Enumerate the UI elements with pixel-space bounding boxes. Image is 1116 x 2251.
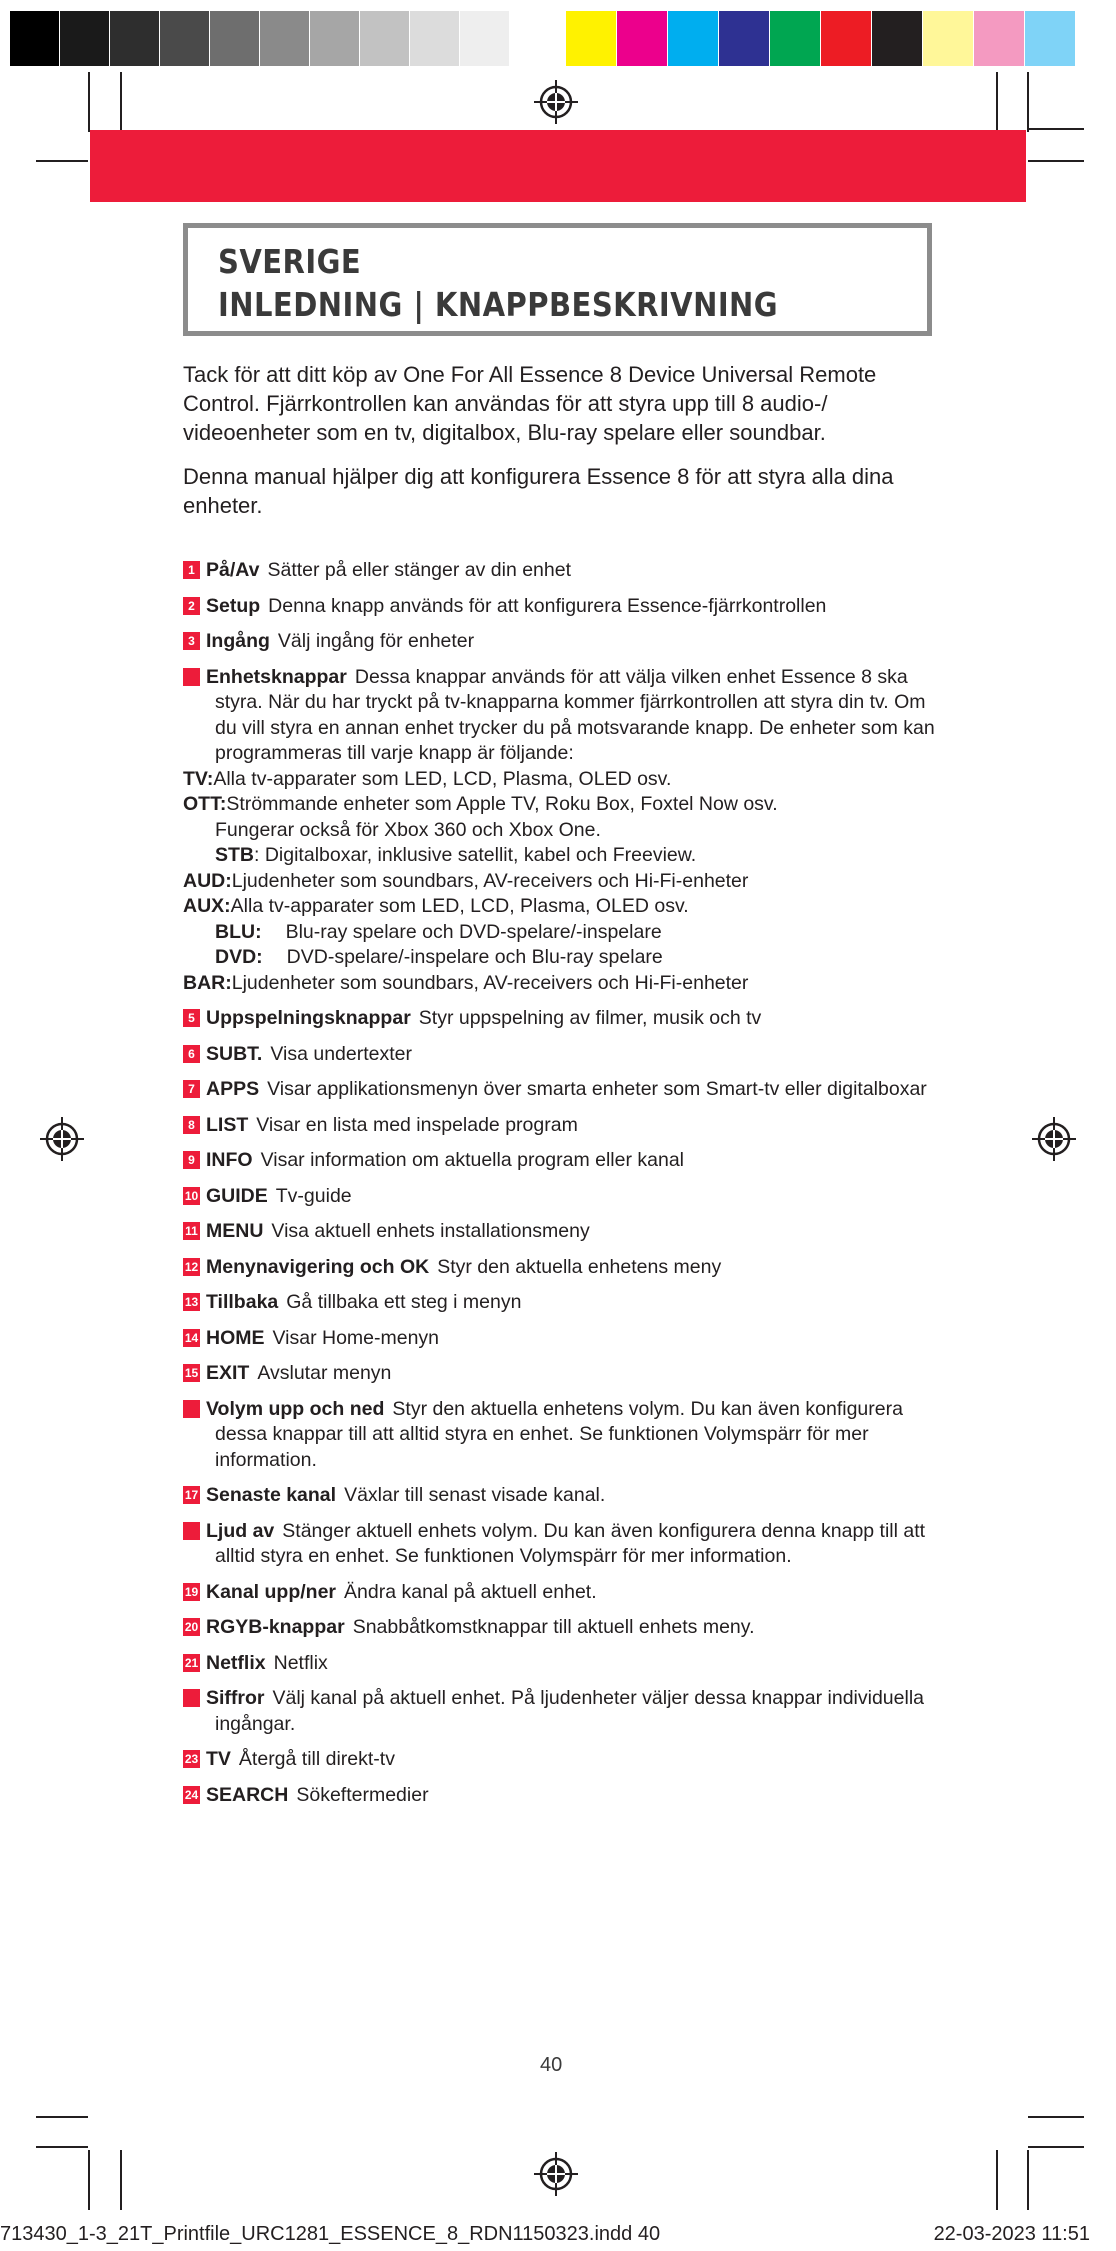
slug-filename: 713430_1-3_21T_Printfile_URC1281_ESSENCE_8_RDN1150323.indd 40 <box>0 2223 661 2245</box>
item-number-badge: 17 <box>184 1488 199 1502</box>
item-description: Dessa knappar används för att välja vilken enhet Essence 8 ska styra. När du har tryckt på tv-knapparna kommer fjärrkontrollen att styra din tv. Om du vill styra en annan enhet trycker du på motsvarande knapp. De enheter som kan programmeras till varje knapp är följande: <box>215 665 935 764</box>
item-description: Netflix <box>273 1651 328 1674</box>
item-term: GUIDE <box>206 1184 268 1207</box>
item-description: Stänger aktuell enhets volym. Du kan även konfigurera denna knapp till att alltid styra en enhet. Se funktionen Volymspärr för mer information. <box>215 1519 926 1567</box>
item-number-badge: 11 <box>183 1222 200 1240</box>
device-line <box>183 767 943 793</box>
color-swatch <box>872 11 923 66</box>
item-description: Styr uppspelning av filmer, musik och tv <box>418 1007 762 1029</box>
list-item <box>183 558 943 584</box>
item-term: Kanal upp/ner <box>206 1580 337 1603</box>
device-line <box>183 869 943 895</box>
item-number-badge: 9 <box>183 1151 200 1169</box>
item-description: Visa aktuell enhets installationsmeny <box>271 1220 590 1242</box>
red-header-band <box>90 130 1026 202</box>
item-number-badge: 18 <box>183 1522 200 1540</box>
color-swatch <box>974 11 1025 66</box>
list-item <box>168 1686 943 1737</box>
item-number-badge: 10 <box>184 1188 199 1203</box>
list-item <box>183 1077 943 1103</box>
item-term: Netflix <box>206 1651 266 1674</box>
item-number-badge: 4 <box>183 668 200 686</box>
device-label: OTT: <box>183 793 227 815</box>
list-item <box>183 1006 943 1032</box>
color-swatch <box>668 11 719 66</box>
intro-paragraph: Denna manual hjälper dig att konfigurera Essence 8 för att styra alla dina enheter. <box>183 464 894 518</box>
item-description: Välj kanal på aktuell enhet. På ljudenheter väljer dessa knappar individuella ingångar. <box>215 1687 925 1735</box>
device-label: AUD: <box>183 869 232 892</box>
device-description: Ljudenheter som soundbars, AV-receivers och Hi-Fi-enheter <box>231 971 749 994</box>
item-description: Snabbåtkomstknappar till aktuell enhets meny. <box>352 1616 755 1638</box>
list-item <box>183 1219 943 1245</box>
device-description: Fungerar också för Xbox 360 och Xbox One. <box>215 818 601 841</box>
crop-mark <box>120 2150 122 2210</box>
item-term: Ingång <box>206 630 270 652</box>
item-description: Styr den aktuella enhetens volym. Du kan även konfigurera dessa knappar till att alltid styra en enhet. Se funktionen Volymspärr för mer information. <box>215 1397 903 1471</box>
device-label: BLU: <box>215 920 262 943</box>
item-number-badge: 21 <box>184 1655 199 1670</box>
list-item <box>183 1113 943 1139</box>
item-term: Tillbaka <box>206 1291 279 1313</box>
item-description: Återgå till direkt-tv <box>238 1748 395 1770</box>
device-description: Alla tv-apparater som LED, LCD, Plasma, OLED osv. <box>230 895 689 917</box>
item-description: Visar en lista med inspelade program <box>256 1113 578 1136</box>
crop-mark <box>996 2150 998 2210</box>
item-description: Visar information om aktuella program eller kanal <box>260 1149 685 1171</box>
list-item <box>183 1184 943 1210</box>
item-number-badge: 5 <box>183 1009 200 1027</box>
color-swatch <box>566 11 617 66</box>
item-number-badge: 1 <box>183 561 200 579</box>
item-number-badge: 13 <box>184 1295 199 1309</box>
item-term: RGYB-knappar <box>206 1616 345 1638</box>
color-swatch <box>410 11 460 66</box>
list-item <box>183 1255 943 1281</box>
device-label: BAR: <box>183 971 232 994</box>
device-line <box>183 894 943 920</box>
registration-mark-icon <box>40 1117 84 1161</box>
item-number-badge: 23 <box>184 1752 199 1766</box>
color-swatch <box>460 11 510 66</box>
registration-mark-icon <box>534 80 578 124</box>
color-swatch <box>821 11 872 66</box>
registration-mark-icon <box>1032 1117 1076 1161</box>
list-item <box>183 1042 943 1068</box>
item-term: Setup <box>206 594 261 617</box>
list-item <box>168 1397 943 1474</box>
item-number-badge: 8 <box>183 1116 200 1134</box>
color-swatch <box>60 11 110 66</box>
item-term: INFO <box>206 1149 253 1171</box>
item-number-badge: 3 <box>183 632 200 650</box>
color-swatch <box>617 11 668 66</box>
registration-mark-icon <box>534 2152 578 2196</box>
item-description: Sätter på eller stänger av din enhet <box>267 559 572 581</box>
item-term: SEARCH <box>206 1783 289 1806</box>
item-term: LIST <box>206 1113 249 1136</box>
item-description: Tv-guide <box>275 1184 352 1207</box>
crop-mark <box>88 2150 90 2210</box>
color-swatch <box>510 11 560 66</box>
device-description: Ljudenheter som soundbars, AV-receivers och Hi-Fi-enheter <box>231 869 749 892</box>
color-swatch <box>110 11 160 66</box>
item-number-badge: 15 <box>184 1366 199 1380</box>
item-number-badge: 12 <box>184 1259 199 1274</box>
device-description: Blu-ray spelare och DVD-spelare/-inspelare <box>285 920 662 943</box>
intro-paragraph: Tack för att ditt köp av One For All Essence 8 Device Universal Remote Control. Fjärrkontrollen kan användas för att styra upp till 8 audio-/ videoenheter som en tv, digitalbox, Blu-ray spelare eller soundbar. <box>183 362 877 445</box>
list-item <box>183 1651 943 1677</box>
device-description: DVD-spelare/-inspelare och Blu-ray spelare <box>286 946 663 968</box>
color-swatch <box>160 11 210 66</box>
list-item <box>183 1615 943 1641</box>
item-number-badge: 16 <box>183 1400 200 1418</box>
item-description: Avslutar menyn <box>257 1362 392 1384</box>
crop-mark <box>1028 2116 1084 2118</box>
device-line <box>183 843 943 869</box>
color-swatch <box>770 11 821 66</box>
process-color-bar <box>566 11 1076 66</box>
crop-mark <box>88 72 90 132</box>
item-term: TV <box>206 1748 231 1770</box>
item-term: Enhetsknappar <box>206 665 347 688</box>
item-number-badge: 6 <box>183 1045 200 1063</box>
crop-mark <box>1027 2150 1029 2210</box>
list-item <box>183 1148 943 1174</box>
device-label: TV: <box>183 767 214 790</box>
item-number-badge: 7 <box>183 1080 200 1098</box>
page-number: 40 <box>540 2054 563 2076</box>
device-description: : Digitalboxar, inklusive satellit, kabel och Freeview. <box>254 844 697 866</box>
list-item <box>183 1580 943 1606</box>
item-term: Senaste kanal <box>206 1484 337 1506</box>
item-description: Ändra kanal på aktuell enhet. <box>344 1580 597 1603</box>
item-term: Siffror <box>206 1687 265 1709</box>
item-term: På/Av <box>206 559 260 581</box>
color-swatch <box>260 11 310 66</box>
color-swatch <box>310 11 360 66</box>
item-description: Sökeftermedier <box>296 1783 429 1806</box>
device-line <box>183 945 943 971</box>
list-item <box>172 665 943 767</box>
color-swatch <box>10 11 60 66</box>
item-term: MENU <box>206 1220 264 1242</box>
item-term: EXIT <box>206 1362 250 1384</box>
crop-mark <box>36 2146 88 2148</box>
crop-mark <box>1028 160 1084 162</box>
item-description: Styr den aktuella enhetens meny <box>437 1255 722 1278</box>
device-line <box>183 792 943 818</box>
item-number-badge: 19 <box>184 1584 199 1599</box>
button-description-list <box>168 558 943 1818</box>
section-title-box <box>183 223 932 336</box>
item-description: Gå tillbaka ett steg i menyn <box>286 1291 522 1313</box>
item-number-badge: 24 <box>184 1787 199 1802</box>
color-swatch <box>719 11 770 66</box>
crop-mark <box>36 2116 88 2118</box>
item-term: APPS <box>206 1078 260 1100</box>
item-term: SUBT. <box>206 1042 263 1065</box>
device-label: DVD: <box>215 946 263 968</box>
color-swatch <box>1025 11 1076 66</box>
crop-mark <box>996 72 998 132</box>
item-term: Uppspelningsknappar <box>206 1007 411 1029</box>
device-label: STB <box>215 844 254 866</box>
item-description: Välj ingång för enheter <box>277 630 475 652</box>
item-description: Växlar till senast visade kanal. <box>344 1484 606 1506</box>
color-swatch <box>360 11 410 66</box>
device-list <box>183 767 943 997</box>
list-item <box>183 1326 943 1352</box>
item-number-badge: 20 <box>184 1620 199 1634</box>
item-number-badge: 14 <box>184 1330 199 1345</box>
list-item <box>183 1290 943 1316</box>
item-term: Menynavigering och OK <box>206 1255 430 1278</box>
item-term: HOME <box>206 1326 265 1349</box>
device-description: Strömmande enheter som Apple TV, Roku Box, Foxtel Now osv. <box>226 793 778 815</box>
item-term: Volym upp och ned <box>206 1397 385 1420</box>
crop-mark <box>1028 128 1084 130</box>
item-description: Denna knapp används för att konfigurera Essence-fjärrkontrollen <box>268 594 827 617</box>
section-title-subject: INLEDNING | KNAPPBESKRIVNING <box>218 285 779 324</box>
section-title-country: SVERIGE <box>218 242 362 281</box>
list-item <box>183 1783 943 1809</box>
list-item <box>183 1747 943 1773</box>
item-description: Visa undertexter <box>270 1042 412 1065</box>
color-swatch <box>210 11 260 66</box>
crop-mark <box>1027 72 1029 132</box>
device-line <box>183 920 943 946</box>
list-item <box>183 1483 943 1509</box>
item-number-badge: 22 <box>183 1689 200 1707</box>
device-line <box>183 818 943 844</box>
crop-mark <box>1028 2146 1084 2148</box>
item-description: Visar applikationsmenyn över smarta enheter som Smart-tv eller digitalboxar <box>267 1078 927 1100</box>
item-description: Visar Home-menyn <box>272 1326 440 1349</box>
list-item <box>183 594 943 620</box>
device-line <box>183 971 943 997</box>
device-description: Alla tv-apparater som LED, LCD, Plasma, OLED osv. <box>213 767 672 790</box>
device-label: AUX: <box>183 895 231 917</box>
list-item <box>168 1519 943 1570</box>
crop-mark <box>120 72 122 132</box>
list-item <box>183 1361 943 1387</box>
crop-mark <box>36 160 88 162</box>
slug-date: 22-03-2023 11:51 <box>933 2223 1090 2245</box>
item-number-badge: 2 <box>183 597 200 615</box>
list-item <box>183 629 943 655</box>
grayscale-color-bar <box>10 11 560 66</box>
item-term: Ljud av <box>206 1519 275 1542</box>
color-swatch <box>923 11 974 66</box>
